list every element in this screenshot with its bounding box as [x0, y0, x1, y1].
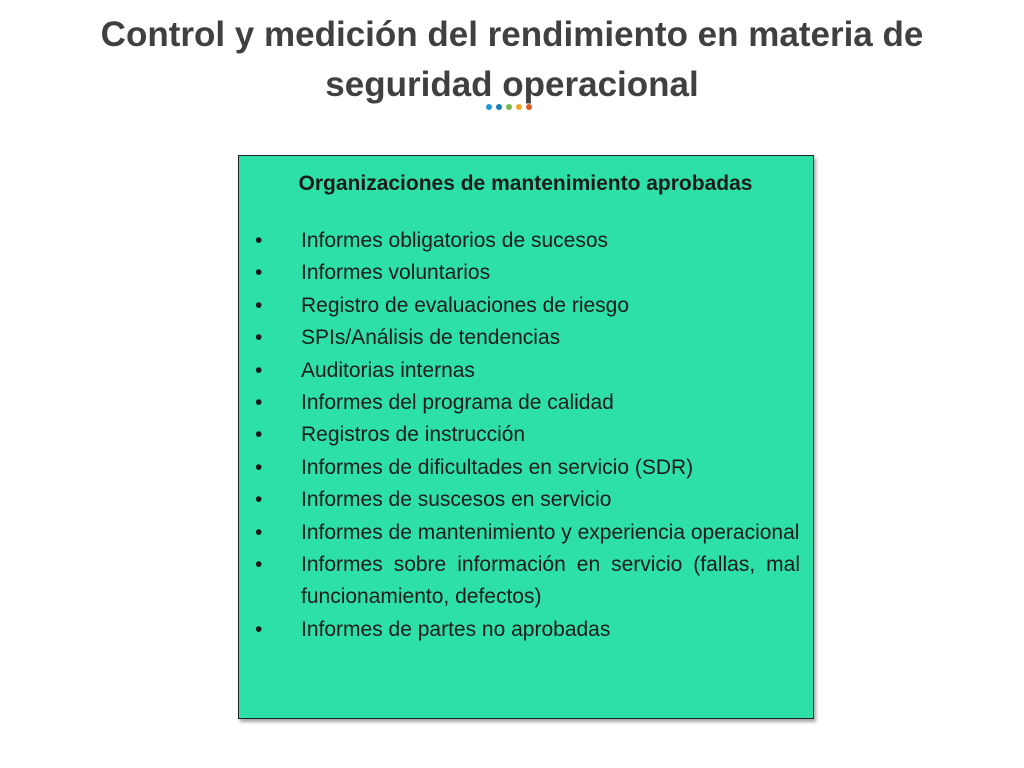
- maintenance-organizations-panel: [238, 155, 814, 719]
- bullet-icon: •: [255, 488, 263, 512]
- list-item-text: Informes voluntarios: [301, 261, 491, 285]
- bullet-icon: •: [255, 391, 263, 415]
- bullet-icon: •: [255, 326, 263, 350]
- panel-heading: Organizaciones de mantenimiento aprobadas: [298, 172, 753, 195]
- list-item: [251, 419, 800, 451]
- list-item: [251, 517, 800, 549]
- list-item: [251, 355, 800, 387]
- list-item: [251, 484, 800, 516]
- decor-dot: [496, 104, 502, 110]
- bullet-icon: •: [255, 455, 263, 479]
- bullet-icon: •: [255, 358, 263, 382]
- bullet-icon: •: [255, 553, 263, 577]
- bullet-icon: •: [255, 293, 263, 317]
- decorative-dots: [486, 104, 532, 110]
- list-item-text: Registros de instrucción: [301, 423, 526, 447]
- list-item-text: Informes del programa de calidad: [301, 391, 614, 415]
- bullet-icon: •: [255, 617, 263, 641]
- decor-dot: [486, 104, 492, 110]
- list-item-text: Informes de dificultades en servicio (SDR): [301, 455, 694, 479]
- bullet-icon: •: [255, 229, 263, 252]
- list-item-text: Informes de suscesos en servicio: [301, 488, 612, 512]
- slide-title: Control y medición del rendimiento en materia de seguridad operacional: [100, 15, 924, 104]
- list-item-text: Registro de evaluaciones de riesgo: [301, 293, 630, 317]
- list-item: [251, 257, 800, 289]
- list-item: [251, 614, 800, 646]
- list-item-text: Informes sobre información en servicio (fallas, mal funcionamiento, defectos): [301, 553, 800, 609]
- list-item-text: Auditorias internas: [301, 358, 475, 382]
- bullet-icon: •: [255, 261, 263, 285]
- list-item: [251, 225, 800, 257]
- bullet-icon: •: [255, 423, 263, 447]
- report-list: [251, 225, 800, 646]
- list-item: [251, 387, 800, 419]
- decor-dot: [506, 104, 512, 110]
- list-item-text: Informes obligatorios de sucesos: [301, 229, 608, 252]
- list-item: [251, 322, 800, 354]
- list-item: [251, 452, 800, 484]
- list-item-text: SPIs/Análisis de tendencias: [301, 326, 561, 350]
- list-item: [251, 290, 800, 322]
- bullet-icon: •: [255, 520, 263, 544]
- decor-dot: [526, 104, 532, 110]
- decor-dot: [516, 104, 522, 110]
- list-item-text: Informes de partes no aprobadas: [301, 617, 611, 641]
- list-item-text: Informes de mantenimiento y experiencia operacional: [301, 520, 800, 544]
- list-item: [251, 549, 800, 614]
